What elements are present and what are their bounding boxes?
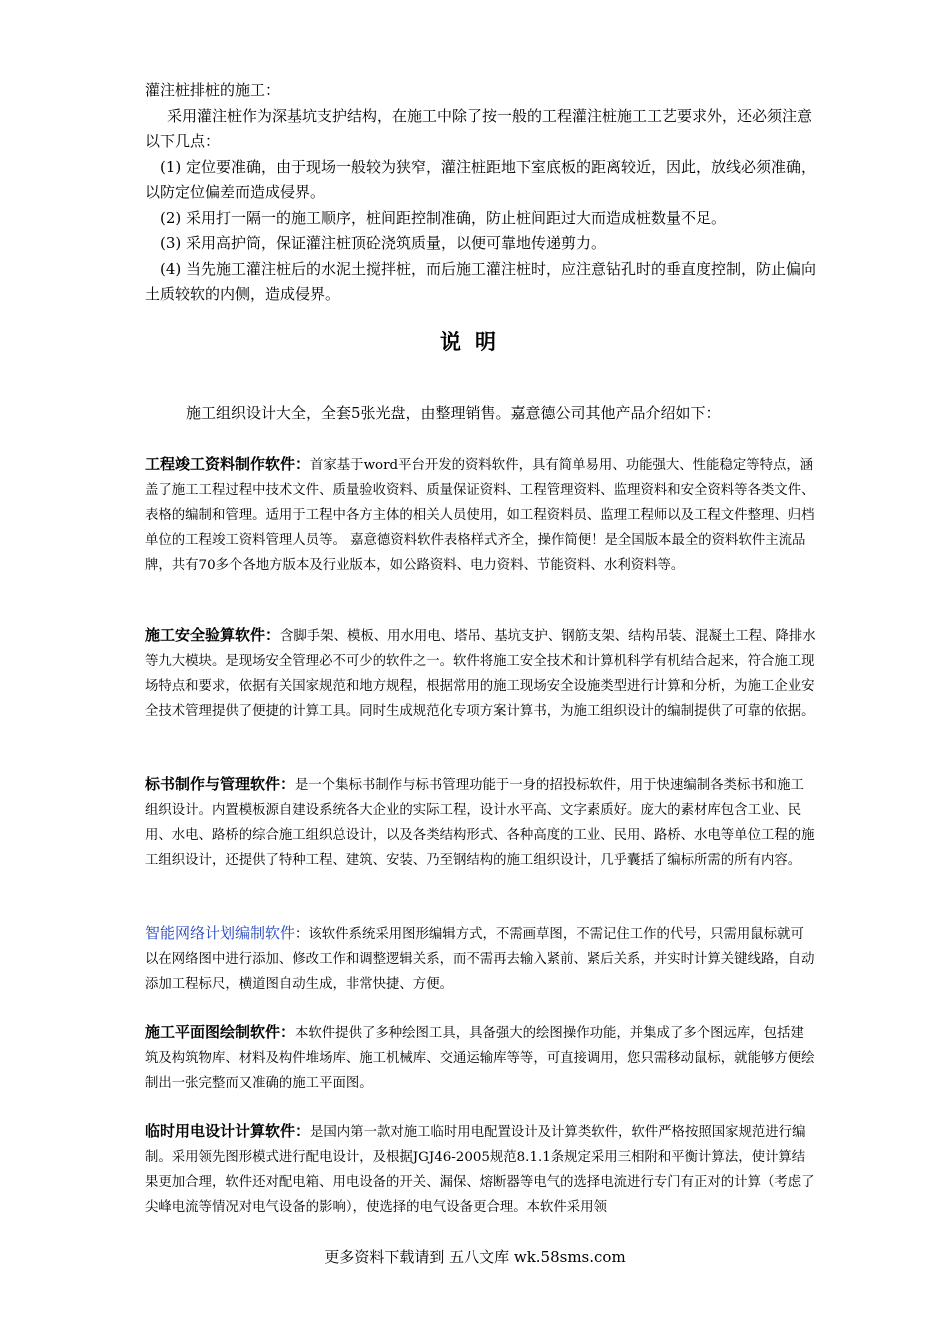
product-section-6 xyxy=(145,1119,817,1220)
intro-heading: 灌注桩排桩的施工： xyxy=(145,81,281,99)
product-heading-3: 标书制作与管理软件： xyxy=(145,775,296,793)
intro-item-3: (3) 采用高护筒，保证灌注桩顶砼浇筑质量，以便可靠地传递剪力。 xyxy=(160,234,607,252)
product-section-4 xyxy=(145,921,817,997)
product-heading-6: 临时用电设计计算软件： xyxy=(145,1122,311,1140)
product-section-2 xyxy=(145,623,817,724)
product-body-2: 含脚手架、模板、用水用电、塔吊、基坑支护、钢筋支架、结构吊装、混凝土工程、降排水等九大模块。是现场安全管理必不可少的软件之一。软件将施工安全技术和计算机科学有机结合起来，符合施工现场特点和要求，依据有关国家规范和地方规程，根据常用的施工现场安全设施类型进行计算和分析，为施工企业安全技术管理提供了便捷的计算工具。同时生成规范化专项方案计算书，为施工组织设计的编制提供了可靠的依据。 xyxy=(145,629,816,719)
product-section-1 xyxy=(145,452,817,578)
product-body-3: 是一个集标书制作与标书管理功能于一身的招投标软件，用于快速编制各类标书和施工组织设计。内置模板源自建设系统各大企业的实际工程，设计水平高、文字素质好。庞大的素材库包含工业、民用、水电、路桥的综合施工组织总设计，以及各类结构形式、各种高度的工业、民用、路桥、水电等单位工程的施工组织设计，还提供了特种工程、建筑、安装、乃至钢结构的施工组织设计，几乎囊括了编标所需的所有内容。 xyxy=(145,778,815,868)
product-heading-4-link[interactable]: 智能网络计划编制软件 xyxy=(145,924,296,942)
intro-item-4: (4) 当先施工灌注桩后的水泥土搅拌桩，而后施工灌注桩时，应注意钻孔时的垂直度控制，防止偏向土质较软的内侧，造成侵界。 xyxy=(145,259,817,303)
product-section-5 xyxy=(145,1020,817,1096)
product-section-3 xyxy=(145,772,817,873)
product-heading-5: 施工平面图绘制软件： xyxy=(145,1023,296,1041)
product-body-1: 首家基于word平台开发的资料软件，具有简单易用、功能强大、性能稳定等特点，涵盖了施工工程过程中技术文件、质量验收资料、质量保证资料、工程管理资料、监理资料和安全资料等各类文件、表格的编制和管理。适用于工程中各方主体的相关人员使用，如工程资料员、监理工程师以及工程文件整理、归档单位的工程竣工资料管理人员等。 嘉意德资料软件表格样式齐全，操作简便！是全国版本最全的资料软件主流品牌，共有70多个各地方版本及行业版本，如公路资料、电力资料、节能资料、水利资料等。 xyxy=(145,458,815,573)
intro-paragraph: 采用灌注桩作为深基坑支护结构，在施工中除了按一般的工程灌注桩施工工艺要求外，还必须注意以下几点： xyxy=(145,106,813,150)
product-heading-1: 工程竣工资料制作软件： xyxy=(145,455,311,473)
product-body-4: ：该软件系统采用图形编辑方式，不需画草图，不需记住工作的代号，只需用鼠标就可以在网络图中进行添加、修改工作和调整逻辑关系，而不需再去输入紧前、紧后关系，并实时计算关键线路，自动添加工程标尺，横道图自动生成，非常快捷、方便。 xyxy=(145,927,815,992)
intro-item-1: (1) 定位要准确，由于现场一般较为狭窄，灌注桩距地下室底板的距离较近，因此，放线必须准确，以防定位偏差而造成侵界。 xyxy=(145,157,817,201)
product-body-5: 本软件提供了多种绘图工具，具备强大的绘图操作功能，并集成了多个图远库，包括建筑及构筑物库、材料及构件堆场库、施工机械库、交通运输库等等，可直接调用，您只需移动鼠标，就能够方便绘制出一张完整而又准确的施工平面图。 xyxy=(145,1026,815,1091)
intro-item-2: (2) 采用打一隔一的施工顺序，桩间距控制准确，防止桩间距过大而造成桩数量不足。 xyxy=(160,208,727,227)
footer-link[interactable]: 更多资料下载请到 五八文库 wk.58sms.com xyxy=(324,1248,626,1266)
intro-block xyxy=(145,78,817,308)
lead-paragraph: 施工组织设计大全，全套5张光盘，由整理销售。嘉意德公司其他产品介绍如下： xyxy=(186,404,721,422)
product-body-6: 是国内第一款对施工临时用电配置设计及计算类软件，软件严格按照国家规范进行编制。采用领先图形模式进行配电设计，及根据JGJ46-2005规范8.1.1条规定采用三相附和平衡计算法，使计算结果更加合理，软件还对配电箱、用电设备的开关、漏保、熔断器等电气的选择电流进行专门有正对的计算（考虑了尖峰电流等情况对电气设备的影响），使选择的电气设备更合理。本软件采用领 xyxy=(145,1125,815,1215)
section-title: 说明 xyxy=(440,330,510,354)
product-heading-2: 施工安全验算软件： xyxy=(145,626,281,644)
